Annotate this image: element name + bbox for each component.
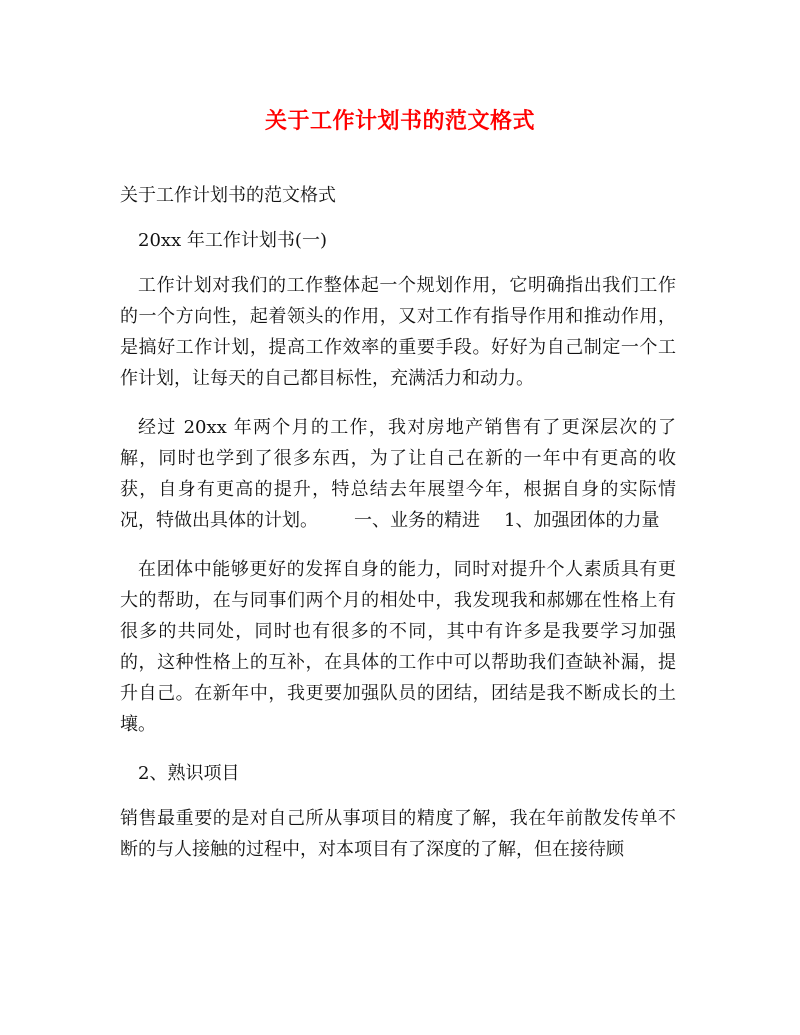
section-item-team: 1、加强团体的力量: [504, 510, 660, 531]
paragraph-project: 销售最重要的是对自己所从事项目的精度了解，我在年前散发传单不断的与人接触的过程中，对本项目有了深度的了解，但在接待顾: [120, 808, 676, 860]
document-subtitle: 关于工作计划书的范文格式: [120, 185, 336, 206]
paragraph-experience-text: 经过 20xx 年两个月的工作，我对房地产销售有了更深层次的了解，同时也学到了很多东西，为了让自己在新的一年中有更高的收获，自身有更高的提升，特总结去年展望今年，根据自身的实际情况，特做出具体的计划。: [120, 417, 676, 531]
document-body: [120, 180, 676, 883]
section-item-project: 2、熟识项目: [138, 763, 240, 784]
document-title: 关于工作计划书的范文格式: [264, 108, 535, 134]
plan-heading: 20xx 年工作计划书(一): [138, 230, 327, 251]
section-heading-business: 一、业务的精进: [354, 510, 480, 531]
paragraph-team: 在团体中能够更好的发挥自身的能力，同时对提升个人素质具有更大的帮助，在与同事们两个月的相处中，我发现我和郝娜在性格上有很多的共同处，同时也有很多的不同，其中有许多是我要学习加强的，这种性格上的互补，在具体的工作中可以帮助我们查缺补漏，提升自己。在新年中，我更要加强队员的团结，团结是我不断成长的土壤。: [120, 559, 676, 735]
paragraph-experience: [120, 412, 676, 536]
paragraph-intro: 工作计划对我们的工作整体起一个规划作用，它明确指出我们工作的一个方向性，起着领头的作用，又对工作有指导作用和推动作用，是搞好工作计划，提高工作效率的重要手段。好好为自己制定一个工作计划，让每天的自己都目标性，充满活力和动力。: [120, 275, 676, 389]
